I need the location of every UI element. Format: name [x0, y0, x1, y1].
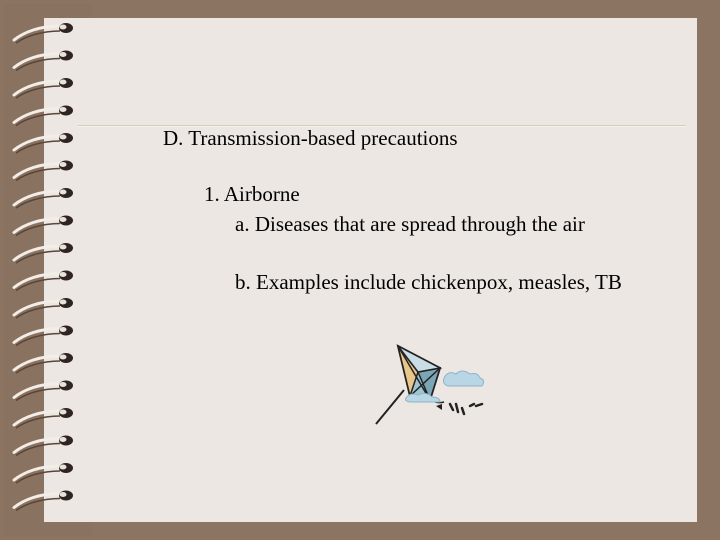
list-item-airborne: 1. Airborne	[204, 182, 300, 206]
slide-heading: D. Transmission-based precautions	[163, 126, 458, 150]
kite-icon	[370, 338, 495, 430]
spiral-binding-icon	[0, 0, 90, 540]
sub-item-examples: b. Examples include chickenpox, measles, TB	[235, 270, 622, 294]
sub-item-definition: a. Diseases that are spread through the air	[235, 212, 585, 236]
